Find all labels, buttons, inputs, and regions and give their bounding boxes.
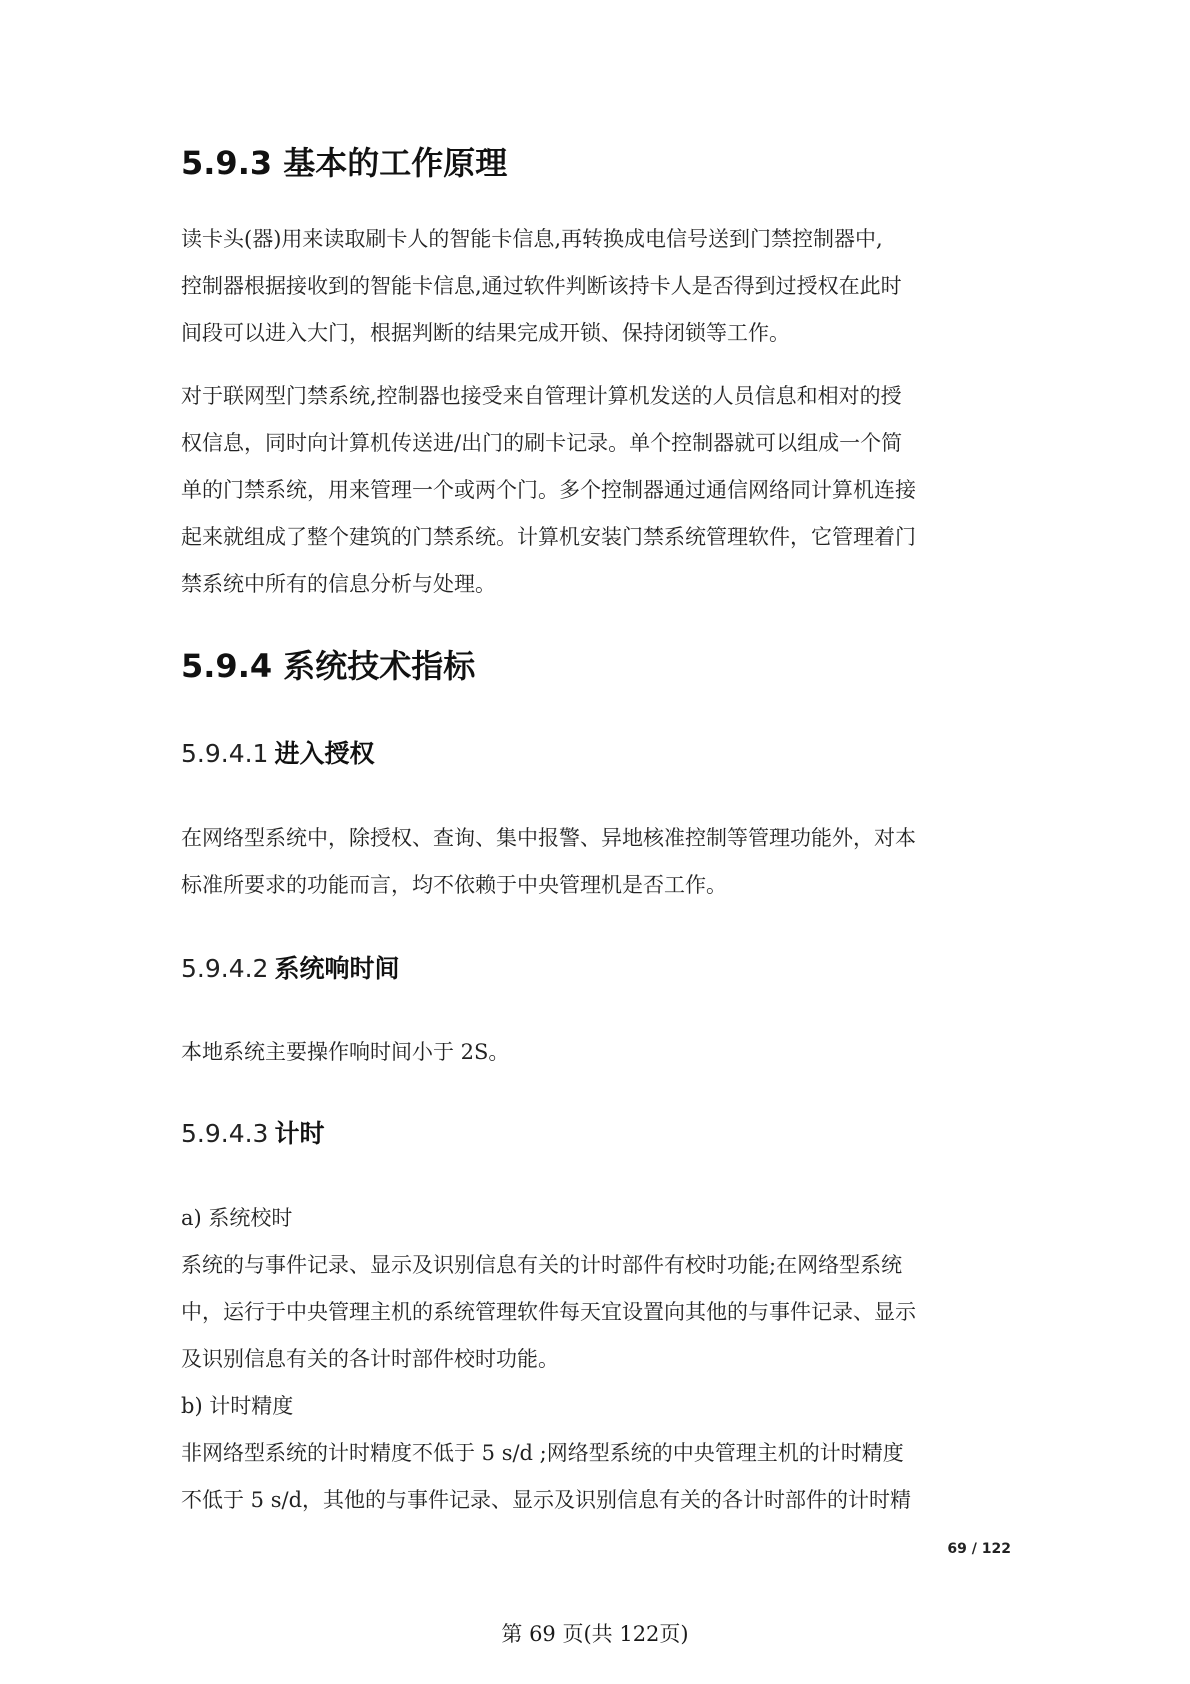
subsection-number: 5.9.4.3 <box>181 1119 269 1148</box>
subsection-heading-5-9-4-2 <box>181 953 399 985</box>
paragraph-line: 本地系统主要操作响时间小于 2S。 <box>181 1040 510 1064</box>
paragraph-timing <box>181 1195 1011 1524</box>
section-heading-5-9-4: 5.9.4 系统技术指标 <box>181 647 476 685</box>
subsection-title: 计时 <box>274 1119 325 1148</box>
list-item-label: a) 系统校时 <box>181 1206 293 1230</box>
subsection-title: 进入授权 <box>274 739 375 768</box>
paragraph-line: 不低于 5 s/d，其他的与事件记录、显示及识别信息有关的各计时部件的计时精 <box>181 1488 912 1512</box>
paragraph-line: 禁系统中所有的信息分析与处理。 <box>181 572 496 596</box>
paragraph-entry-authorization <box>181 815 1011 909</box>
page-footer: 第 69 页(共 122页) <box>501 1622 689 1646</box>
paragraph-line: 单的门禁系统，用来管理一个或两个门。多个控制器通过通信网络同计算机连接 <box>181 478 916 502</box>
paragraph-line: 读卡头(器)用来读取刷卡人的智能卡信息,再转换成电信号送到门禁控制器中, <box>181 227 883 251</box>
subsection-title: 系统响时间 <box>274 954 400 983</box>
section-heading-5-9-3: 5.9.3 基本的工作原理 <box>181 144 508 182</box>
paragraph-working-principle-2 <box>181 373 1011 608</box>
subsection-heading-5-9-4-1 <box>181 738 374 770</box>
paragraph-line: 在网络型系统中，除授权、查询、集中报警、异地核准控制等管理功能外，对本 <box>181 826 916 850</box>
paragraph-line: 间段可以进入大门，根据判断的结果完成开锁、保持闭锁等工作。 <box>181 321 790 345</box>
paragraph-line: 非网络型系统的计时精度不低于 5 s/d ;网络型系统的中央管理主机的计时精度 <box>181 1441 904 1465</box>
subsection-number: 5.9.4.1 <box>181 739 269 768</box>
paragraph-line: 起来就组成了整个建筑的门禁系统。计算机安装门禁系统管理软件，它管理着门 <box>181 525 916 549</box>
page-number: 69 / 122 <box>947 1541 1011 1557</box>
paragraph-line: 权信息，同时向计算机传送进/出门的刷卡记录。单个控制器就可以组成一个简 <box>181 431 903 455</box>
paragraph-working-principle-1 <box>181 216 1011 357</box>
paragraph-line: 控制器根据接收到的智能卡信息,通过软件判断该持卡人是否得到过授权在此时 <box>181 274 902 298</box>
subsection-heading-5-9-4-3 <box>181 1118 324 1150</box>
paragraph-line: 中，运行于中央管理主机的系统管理软件每天宜设置向其他的与事件记录、显示 <box>181 1300 916 1324</box>
paragraph-line: 及识别信息有关的各计时部件校时功能。 <box>181 1347 559 1371</box>
list-item-label: b) 计时精度 <box>181 1394 294 1418</box>
subsection-number: 5.9.4.2 <box>181 954 269 983</box>
paragraph-line: 系统的与事件记录、显示及识别信息有关的计时部件有校时功能;在网络型系统 <box>181 1253 903 1277</box>
paragraph-response-time <box>181 1029 1011 1076</box>
document-page <box>181 0 1011 1684</box>
paragraph-line: 标准所要求的功能而言，均不依赖于中央管理机是否工作。 <box>181 873 727 897</box>
paragraph-line: 对于联网型门禁系统,控制器也接受来自管理计算机发送的人员信息和相对的授 <box>181 384 902 408</box>
